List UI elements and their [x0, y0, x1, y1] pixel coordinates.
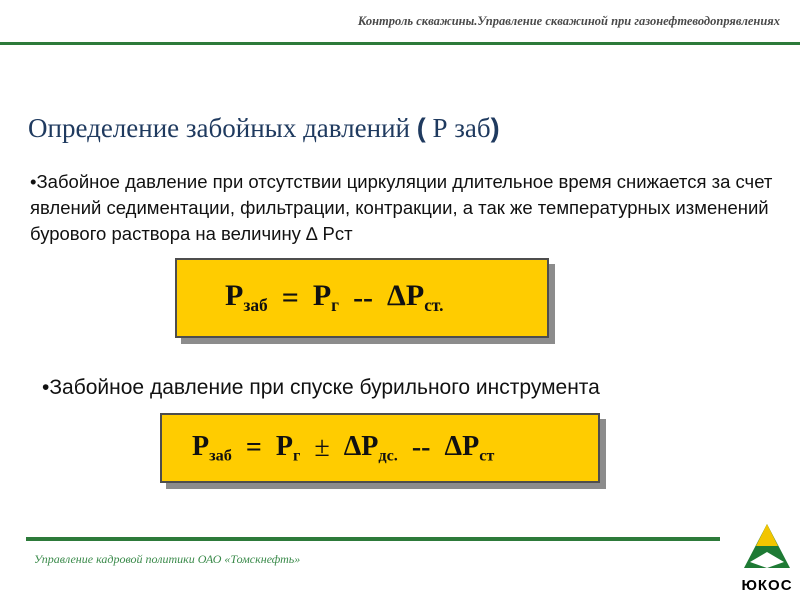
- formula-box-static: [175, 258, 549, 338]
- formula-term-3: $\Delta P_{ст}$: [444, 430, 495, 465]
- slide-title-paren-close: ): [490, 113, 500, 143]
- footer-text: Управление кадровой политики ОАО «Томскнефть»: [34, 552, 301, 566]
- slide-title-main: Определение забойных давлений: [28, 113, 410, 143]
- formula-operator-1: ±: [314, 432, 330, 463]
- formula-lhs: $P_{заб}$: [225, 279, 268, 316]
- company-logo: [736, 522, 798, 594]
- slide-title-paren-open: (: [416, 113, 426, 143]
- bullet-text-static-pressure: •Забойное давление при отсутствии циркуляции длительное время снижается за счет явлений седиментации, фильтрации, контракции, а так же температурных изменений бурового раствора на величину ∆ Рст: [30, 171, 773, 244]
- formula-term-2: $\Delta P_{ст.}$: [387, 279, 444, 316]
- header-title: Контроль скважины.Управление скважиной при газонефтеводопрявлениях: [357, 14, 780, 28]
- formula-equals: =: [245, 432, 262, 463]
- slide-title-paren-content: Р заб: [425, 113, 491, 143]
- header-divider: [0, 42, 800, 45]
- formula-term-1: $P_г$: [312, 279, 340, 316]
- footer-divider: [26, 537, 720, 541]
- formula-term-1: $P_г$: [275, 430, 301, 465]
- logo-emblem-icon: [736, 522, 798, 574]
- slide-title: [28, 113, 500, 144]
- formula-operator-2: --: [411, 432, 431, 463]
- bullet-text-tripping: •Забойное давление при спуске бурильного инструмента: [42, 376, 600, 399]
- formula-equals: =: [281, 281, 299, 314]
- logo-text: ЮКОС: [741, 577, 793, 594]
- formula-lhs: $P_{заб}$: [192, 430, 232, 465]
- formula-operator-1: --: [353, 281, 374, 314]
- formula-box-tripping: [160, 413, 600, 483]
- formula-term-2: $\Delta P_{дс.}$: [343, 430, 398, 465]
